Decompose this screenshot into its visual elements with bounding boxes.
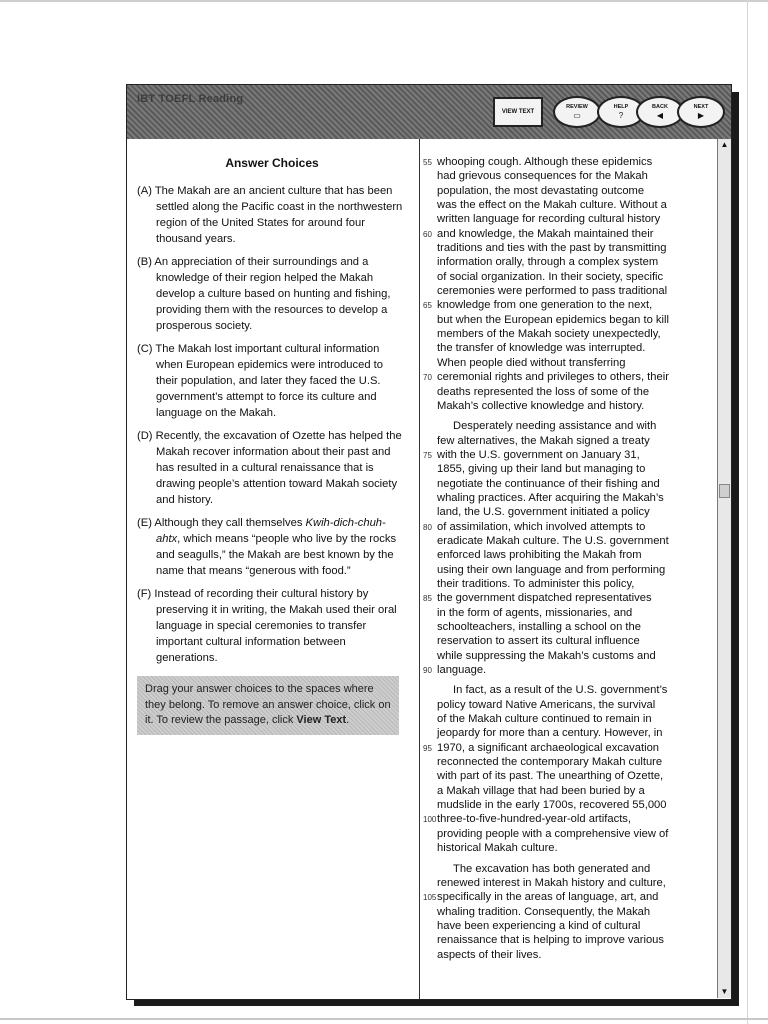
passage-line-text: schoolteachers, installing a school on the xyxy=(437,621,641,633)
passage-line-text: a Makah village that had been buried by a xyxy=(437,784,645,797)
passage-scrollbar[interactable] xyxy=(717,139,731,998)
passage-line-text: population, the most devastating outcome xyxy=(437,184,645,197)
passage-line-text: land, the U.S. government initiated a policy xyxy=(437,506,650,519)
scroll-thumb[interactable] xyxy=(719,484,730,498)
passage-line xyxy=(423,577,709,591)
passage-line xyxy=(423,620,709,634)
passage-line xyxy=(423,862,709,876)
passage-line xyxy=(423,563,709,577)
passage-line-text: in the form of agents, missionaries, and xyxy=(437,606,633,619)
passage-line-text: renaissance that is helping to improve various xyxy=(437,934,664,947)
review-button[interactable] xyxy=(553,96,601,128)
passage-line-text: specifically in the areas of language, art, and xyxy=(437,891,659,904)
passage-line-text: 1970, a significant archaeological excavation xyxy=(437,741,660,754)
passage-line xyxy=(423,784,709,798)
line-number: 90 xyxy=(423,666,432,676)
view-text-button[interactable]: VIEW TEXT xyxy=(493,97,543,127)
back-label: BACK xyxy=(652,103,668,110)
passage-line xyxy=(423,812,709,826)
passage-line-text: three-to-five-hundred-year-old artifacts, xyxy=(437,813,632,826)
passage-line-text: When people died without transferring xyxy=(437,356,626,369)
toolbar xyxy=(127,85,731,139)
instructions-box xyxy=(137,676,399,735)
passage-panel xyxy=(423,155,709,962)
passage-line-text: In fact, as a result of the U.S. government’s xyxy=(453,684,668,697)
line-number: 70 xyxy=(423,373,432,383)
passage-line xyxy=(423,462,709,476)
passage-line xyxy=(423,712,709,726)
column-divider xyxy=(419,139,420,999)
passage-line xyxy=(423,683,709,697)
help-label: HELP xyxy=(613,103,629,110)
arrow-right-icon: ▶ xyxy=(697,110,705,120)
passage-line xyxy=(423,477,709,491)
next-button[interactable] xyxy=(677,96,725,128)
passage-line-text: members of the Makah society unexpectedly, xyxy=(437,328,661,341)
passage-line xyxy=(423,876,709,890)
view-text-link: View Text xyxy=(296,714,347,726)
passage-line-text: and knowledge, the Makah maintained their xyxy=(437,227,654,240)
passage-line-text: was the effect on the Makah culture. Without a xyxy=(437,199,667,212)
line-number: 105 xyxy=(423,893,437,903)
passage-line-text: but when the European epidemics began to kill xyxy=(437,313,669,326)
passage-line-text: with part of its past. The unearthing of Ozette, xyxy=(437,770,664,783)
passage-line xyxy=(423,634,709,648)
passage-line-text: have been experiencing a kind of cultural xyxy=(437,919,641,932)
passage-line xyxy=(423,663,709,677)
passage-line-text: ceremonial rights and privileges to others, their xyxy=(437,371,669,384)
test-window xyxy=(126,84,732,1000)
passage-line-text: the government dispatched representatives xyxy=(437,592,652,605)
passage-line xyxy=(423,726,709,740)
passage-line-text: the transfer of knowledge was interrupted. xyxy=(437,342,646,355)
passage-line-text: with the U.S. government on January 31, xyxy=(437,448,640,461)
passage-line xyxy=(423,755,709,769)
page-bottom-rule xyxy=(0,1018,768,1020)
line-number: 60 xyxy=(423,229,432,239)
passage-line xyxy=(423,155,709,169)
passage-line xyxy=(423,184,709,198)
passage-line-text: whaling tradition. Consequently, the Makah xyxy=(437,905,651,918)
passage-line-text: jeopardy for more than a century. However, in xyxy=(437,727,663,740)
scroll-up-arrow-icon[interactable]: ▲ xyxy=(720,140,729,149)
arrow-left-icon: ◀ xyxy=(656,110,664,120)
passage-line xyxy=(423,827,709,841)
passage-line-text: whaling practices. After acquiring the Makah’s xyxy=(437,491,664,504)
answer-choice-b[interactable]: (B) An appreciation of their surroundings and a knowledge of their region helped the Makah develop a culture based on hunting and fishing, providing them with the resources to develop a prosperous society. xyxy=(137,256,391,332)
passage-line-text: using their own language and from performing xyxy=(437,563,666,576)
answer-choices-heading: Answer Choices xyxy=(225,156,319,170)
passage-line-text: deaths represented the loss of some of the xyxy=(437,385,650,398)
answer-choice-f[interactable]: (F) Instead of recording their cultural history by preserving it in writing, the Makah used their oral language in special ceremonies to transfer important cultural information between generations. xyxy=(137,588,397,664)
passage-line-text: information orally, through a complex system xyxy=(437,256,659,269)
passage-line xyxy=(423,169,709,183)
passage-line xyxy=(423,385,709,399)
passage-line xyxy=(423,606,709,620)
passage-line-text: renewed interest in Makah history and culture, xyxy=(437,876,666,889)
passage-line xyxy=(423,948,709,962)
answer-choice-e[interactable] xyxy=(137,515,407,579)
choice-e-italic-name: Kwih-dich-chuh-ahtx xyxy=(156,517,386,545)
passage-line xyxy=(423,270,709,284)
passage-line-text: policy toward Native Americans, the survival xyxy=(437,698,656,711)
passage-line-text: providing people with a comprehensive view of xyxy=(437,827,669,840)
passage-line-text: 1855, giving up their land but managing to xyxy=(437,463,646,476)
passage-line xyxy=(423,227,709,241)
line-number: 80 xyxy=(423,522,432,532)
passage-line xyxy=(423,741,709,755)
passage-line-text: of the Makah culture continued to remain in xyxy=(437,713,652,726)
choice-e-text-start: (E) Although they call themselves xyxy=(137,517,306,529)
passage-line-text: Makah’s collective knowledge and history. xyxy=(437,399,645,412)
answer-choice-d[interactable]: (D) Recently, the excavation of Ozette has helped the Makah recover information about their past and has resulted in a cultural renaissance that is drawing people’s attention toward Makah society and history. xyxy=(137,430,402,506)
passage-line xyxy=(423,370,709,384)
passage-line xyxy=(423,419,709,433)
passage-line xyxy=(423,341,709,355)
passage-line xyxy=(423,905,709,919)
passage-line xyxy=(423,769,709,783)
instructions-end: . xyxy=(346,714,350,726)
passage-line xyxy=(423,841,709,855)
passage-line xyxy=(423,313,709,327)
app-title: IBT TOEFL Reading xyxy=(137,93,244,105)
passage-line xyxy=(423,534,709,548)
passage-line-text: The excavation has both generated and xyxy=(453,862,651,875)
passage-line xyxy=(423,327,709,341)
answer-choice-a[interactable]: (A) The Makah are an ancient culture that has been settled along the Pacific coast in the northwestern region of the United States for around four thousand years. xyxy=(137,185,403,245)
page-right-rule xyxy=(747,0,748,1024)
passage-line xyxy=(423,198,709,212)
passage-line-text: of assimilation, which involved attempts to xyxy=(437,520,646,533)
passage-line-text: traditions and ties with the past by transmitting xyxy=(437,242,667,255)
passage-line xyxy=(423,434,709,448)
passage-line xyxy=(423,491,709,505)
passage-line-text: eradicate Makah culture. The U.S. government xyxy=(437,534,669,547)
passage-line xyxy=(423,255,709,269)
passage-line xyxy=(423,591,709,605)
passage-line-text: few alternatives, the Makah signed a treaty xyxy=(437,434,650,447)
passage-line-text: reconnected the contemporary Makah culture xyxy=(437,756,663,769)
passage-line xyxy=(423,212,709,226)
question-icon: ? xyxy=(618,110,624,120)
passage-line-text: while suppressing the Makah’s customs and xyxy=(437,649,656,662)
passage-line-text: ceremonies were performed to pass traditional xyxy=(437,285,668,298)
passage-line-text: whooping cough. Although these epidemics xyxy=(437,156,653,168)
passage-line xyxy=(423,448,709,462)
passage-line xyxy=(423,933,709,947)
passage-line-text: aspects of their lives. xyxy=(437,948,542,961)
line-number: 65 xyxy=(423,301,432,311)
passage-line-text: enforced laws prohibiting the Makah from xyxy=(437,549,642,562)
answer-choice-c[interactable]: (C) The Makah lost important cultural information when European epidemics were introduced to their population, and later they faced the U.S. government’s attempt to force its culture and language on the Makah. xyxy=(137,343,383,419)
next-label: NEXT xyxy=(693,103,709,110)
passage-line xyxy=(423,548,709,562)
page-top-rule xyxy=(0,0,768,2)
review-icon: ▭ xyxy=(573,110,581,120)
passage-line-text: of social organization. In their society, specific xyxy=(437,270,664,283)
passage-line xyxy=(423,356,709,370)
passage-line xyxy=(423,241,709,255)
line-number: 75 xyxy=(423,450,432,460)
passage-line xyxy=(423,399,709,413)
passage-line xyxy=(423,698,709,712)
choice-e-text-end: , which means “people who live by the rocks and seagulls,” the Makah are best known by the name that means “generous with food.” xyxy=(156,533,397,577)
review-label: REVIEW xyxy=(566,103,588,110)
passage-line-text: mudslide in the early 1700s, recovered 55,000 xyxy=(437,799,667,812)
passage-line-text: Desperately needing assistance and with xyxy=(453,420,657,433)
line-number: 100 xyxy=(423,815,437,825)
line-number: 85 xyxy=(423,594,432,604)
passage-line-text: knowledge from one generation to the next, xyxy=(437,299,653,312)
passage-line-text: reservation to assert its cultural influence xyxy=(437,635,640,648)
answer-choices-panel xyxy=(137,155,407,735)
passage-line-text: language. xyxy=(437,664,487,677)
passage-line xyxy=(423,798,709,812)
passage-line xyxy=(423,520,709,534)
scroll-down-arrow-icon[interactable]: ▼ xyxy=(720,987,729,996)
passage-line xyxy=(423,284,709,298)
passage-line-text: historical Makah culture. xyxy=(437,842,558,855)
line-number: 55 xyxy=(423,158,432,167)
instructions-text: Drag your answer choices to the spaces where they belong. To remove an answer choice, click on it. To review the passage, click xyxy=(145,683,391,726)
line-number: 95 xyxy=(423,743,432,753)
passage-line xyxy=(423,649,709,663)
passage-line xyxy=(423,505,709,519)
passage-line xyxy=(423,298,709,312)
passage-line-text: had grievous consequences for the Makah xyxy=(437,170,648,183)
passage-line-text: negotiate the continuance of their fishing and xyxy=(437,477,660,490)
passage-line xyxy=(423,890,709,904)
passage-line-text: written language for recording cultural history xyxy=(437,213,661,226)
passage-line-text: their traditions. To administer this policy, xyxy=(437,577,635,590)
passage-line xyxy=(423,919,709,933)
